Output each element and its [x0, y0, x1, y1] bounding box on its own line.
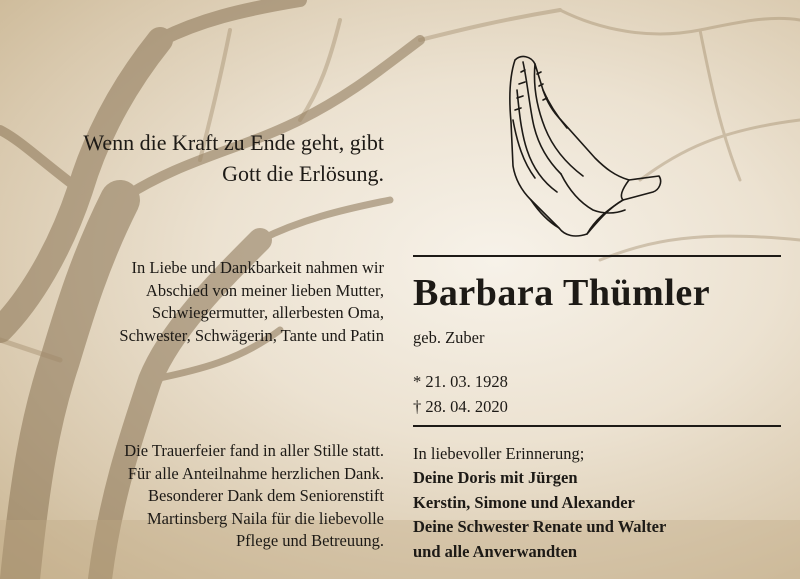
divider-top	[413, 255, 781, 257]
birth-symbol: *	[413, 372, 422, 391]
mourner-line: und alle Anverwandten	[413, 541, 578, 561]
divider-bottom	[413, 425, 781, 427]
birth-date: 21. 03. 1928	[425, 372, 508, 391]
birth-date-row	[413, 369, 508, 394]
deceased-name: Barbara Thümler	[413, 272, 711, 314]
motto-line: Wenn die Kraft zu Ende geht, gibt	[83, 130, 384, 155]
farewell-text	[14, 257, 384, 347]
farewell-line: Abschied von meiner lieben Mutter,	[145, 280, 384, 300]
thanks-line: Besonderer Dank dem Seniorenstift	[148, 486, 384, 506]
life-dates	[413, 369, 508, 419]
thanks-line: Für alle Anteilnahme herzlichen Dank.	[127, 463, 384, 483]
death-date-row	[413, 394, 508, 419]
thanks-line: Pflege und Betreuung.	[235, 531, 384, 551]
motto	[20, 127, 384, 189]
thanks-line: Die Trauerfeier fand in aller Stille statt.	[124, 441, 384, 460]
praying-hands-icon	[503, 50, 663, 240]
farewell-line: Schwiegermutter, allerbesten Oma,	[151, 303, 384, 323]
mourners	[413, 442, 793, 564]
mourner-line: Kerstin, Simone und Alexander	[413, 492, 635, 512]
mourners-intro: In liebevoller Erinnerung;	[413, 444, 585, 463]
thanks-text	[14, 440, 384, 553]
thanks-line: Martinsberg Naila für die liebevolle	[146, 508, 384, 528]
maiden-name: geb. Zuber	[413, 328, 485, 347]
mourner-line: Deine Doris mit Jürgen	[413, 468, 578, 488]
motto-line: Gott die Erlösung.	[222, 161, 384, 186]
farewell-line: In Liebe und Dankbarkeit nahmen wir	[131, 258, 384, 277]
death-date: 28. 04. 2020	[425, 397, 508, 416]
death-symbol: †	[413, 397, 422, 416]
mourner-line: Deine Schwester Renate und Walter	[413, 517, 667, 537]
farewell-line: Schwester, Schwägerin, Tante und Patin	[119, 325, 384, 345]
